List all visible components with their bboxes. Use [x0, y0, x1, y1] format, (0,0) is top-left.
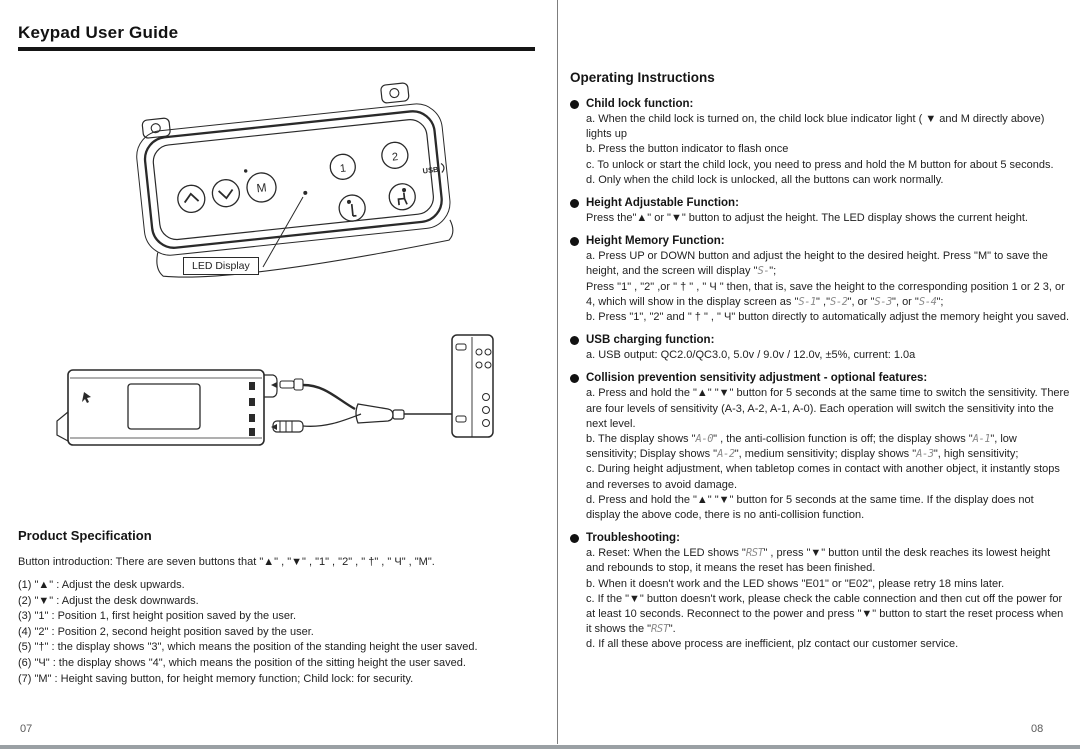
led-display-label: LED Display: [183, 257, 259, 275]
section-line: b. The display shows "A-0" , the anti-collision function is off; the display shows "A-1", low sensitivity; Display shows "A-2", medium sensitivity; display shows "A-3", high sensitivity;: [586, 433, 1019, 461]
bottom-border-line: [0, 745, 1080, 749]
bullet-icon: [570, 237, 579, 246]
section-title: Child lock function:: [586, 98, 694, 110]
cable-splitter: [356, 404, 452, 423]
led-leader-line: [263, 197, 303, 267]
section-line: d. If all these above process are inefficient, plz contact our customer service.: [586, 638, 959, 651]
page-divider-line: [557, 0, 558, 744]
section-line: a. When the child lock is turned on, the child lock blue indicator light ( ▼ and M directly above) lights up: [586, 113, 1045, 141]
section-line: Press "1" , "2" ,or " † " , " Ч " then, that is, save the height to the corresponding position 1 or 2 3, or 4, which will show in the display screen as "S-1" ,"S-2", or "S-3", or "S-4";: [586, 280, 1065, 308]
section-child-lock: [570, 98, 1070, 188]
svg-text:M: M: [255, 180, 268, 196]
section-line: c. During height adjustment, when tabletop comes in contact with another object, it instantly stops and reverses to avoid damage.: [586, 463, 1060, 491]
keypad-standing-button: [338, 194, 367, 223]
section-line: a. USB output: QC2.0/QC3.0, 5.0v / 9.0v / 12.0v, ±5%, current: 1.0a: [586, 349, 916, 362]
operating-instructions-heading: Operating Instructions: [570, 70, 715, 85]
section-troubleshooting: [570, 532, 1070, 652]
product-specification-section: [18, 528, 546, 687]
keypad-illustration: [132, 79, 455, 283]
power-cable: [273, 414, 361, 432]
spec-item: (2) "▼" : Adjust the desk downwards.: [18, 594, 199, 607]
section-line: d. Press and hold the "▲" "▼" button for 5 seconds at the same time. If the display does not display the above code, there is no anti-collision function.: [586, 493, 1034, 522]
page-number-left: 07: [20, 723, 33, 735]
spec-item: (1) "▲" : Adjust the desk upwards.: [18, 579, 185, 591]
section-line: c. If the "▼" button doesn't work, please check the cable connection and then cut off the power for at least 10 seconds. Reconnect to the power and press "▼" button to start the reset process when it shows the "RST".: [586, 592, 1064, 636]
title-underline: [18, 47, 535, 51]
mounting-tab-right: [380, 83, 409, 104]
section-title: Collision prevention sensitivity adjustment - optional features:: [586, 372, 928, 385]
section-title: Height Adjustable Function:: [586, 197, 739, 210]
controlbox-display-window: [128, 384, 200, 429]
section-title: USB charging function:: [586, 334, 715, 347]
keypad-and-controlbox-diagram: [0, 60, 557, 530]
section-height-memory: [570, 235, 1070, 325]
usb-port-label: [422, 163, 444, 175]
svg-text:USB: USB: [422, 164, 439, 176]
bullet-icon: [570, 199, 579, 208]
led-display-pointer-dot: [303, 191, 307, 195]
wall-bracket: [452, 335, 493, 437]
keypad-m-button: [244, 166, 278, 203]
svg-text:1: 1: [339, 162, 347, 176]
control-box-illustration: [57, 335, 493, 445]
section-line: a. Reset: When the LED shows "RST" , press "▼" button until the desk reaches its lowest height and rebounds to stop, it means the reset has been finished.: [586, 547, 1051, 575]
spec-item: (6) "Ч" : the display shows "4", which means the position of the sitting height the user saved.: [18, 656, 466, 669]
section-line: a. Press UP or DOWN button and adjust the height to the desired height. Press "M" to save the height, and the screen will display "S-";: [586, 250, 1048, 278]
child-lock-indicator-dot: [244, 169, 248, 173]
keypad-sitting-button: [388, 182, 417, 211]
section-line: b. Press the button indicator to flash once: [586, 143, 789, 156]
signal-cable: [280, 379, 355, 409]
section-height-adjustable: [570, 197, 1070, 226]
section-collision-prevention: [570, 372, 1070, 523]
controlbox-arrow-icon: [82, 392, 91, 403]
section-line: b. Press "1", "2" and " † " , " Ч" button directly to automatically adjust the memory height you saved.: [586, 311, 1070, 324]
section-line: c. To unlock or start the child lock, you need to press and hold the M button for about 5 seconds.: [586, 158, 1054, 171]
bullet-icon: [570, 336, 579, 345]
button-introduction: Button introduction: There are seven buttons that "▲" , "▼" , "1" , "2" , " †" , " Ч" , "M".: [18, 556, 435, 568]
spec-item: (4) "2" : Position 2, second height position saved by the user.: [18, 625, 314, 638]
section-line: a. Press and hold the "▲" "▼" button for 5 seconds at the same time to switch the sensitivity. There are four levels of sensitivity (A-3, A-2, A-1, A-0). Each operation will switch the sensitivity into the next level.: [586, 387, 1070, 430]
spec-item: (3) "1" : Position 1, first height position saved by the user.: [18, 610, 297, 623]
operating-instructions-section: [570, 70, 1070, 662]
keypad-down-button: [211, 178, 241, 208]
section-title: Troubleshooting:: [586, 532, 680, 545]
keypad-position2-button: [381, 141, 410, 170]
section-line: b. When it doesn't work and the LED shows "E01" or "E02", please retry 18 mins later.: [586, 577, 1005, 590]
mounting-tab-left: [142, 118, 171, 139]
keypad-position1-button: [329, 153, 356, 180]
spec-item: (5) "†" : the display shows "3", which means the position of the standing height the user saved.: [18, 641, 478, 654]
section-title: Height Memory Function:: [586, 235, 725, 248]
section-usb-charging: [570, 334, 1070, 363]
spec-item: (7) "M" : Height saving button, for height memory function; Child lock: for security.: [18, 672, 414, 685]
product-specification-heading: Product Specification: [18, 528, 152, 543]
page-title: Keypad User Guide: [18, 23, 179, 42]
bullet-icon: [570, 100, 579, 109]
page-number-right: 08: [1031, 723, 1044, 735]
section-line: d. Only when the child lock is unlocked, all the buttons can work normally.: [586, 173, 944, 186]
keypad-up-button: [176, 184, 206, 214]
bullet-icon: [570, 534, 579, 543]
svg-text:2: 2: [391, 151, 399, 164]
section-line: Press the"▲" or "▼" button to adjust the height. The LED display shows the current height.: [586, 212, 1028, 225]
bullet-icon: [570, 374, 579, 383]
